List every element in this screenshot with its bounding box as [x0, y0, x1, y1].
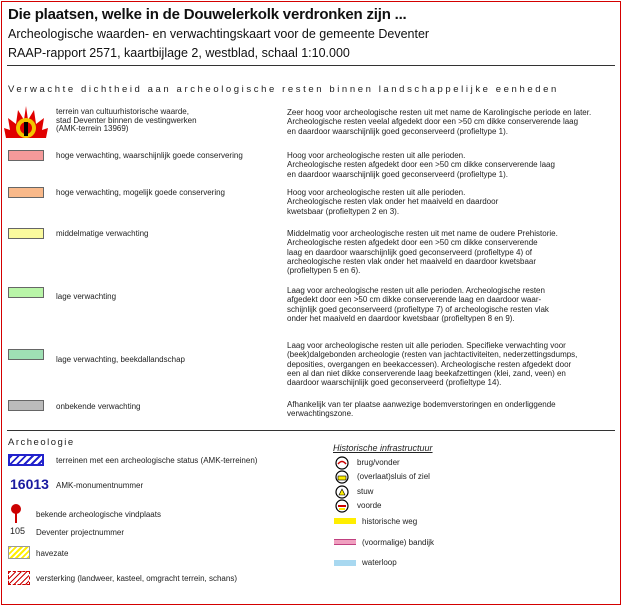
- page-subtitle: Archeologische waarden- en verwachtingskaart voor de gemeente Deventer: [8, 27, 430, 41]
- section-title: Verwachte dichtheid aan archeologische resten binnen landschappelijke eenheden: [8, 84, 559, 95]
- legend-label: historische weg: [362, 517, 418, 526]
- report-reference: RAAP-rapport 2571, kaartbijlage 2, westblad, schaal 1:10.000: [8, 46, 350, 60]
- legend-label: havezate: [36, 549, 69, 558]
- waterway-swatch: [334, 560, 356, 566]
- weir-icon: [335, 485, 349, 499]
- legend-label: bekende archeologische vindplaats: [36, 510, 161, 519]
- legend-label: terreinen met een archeologische status (AMK-terreinen): [56, 456, 258, 465]
- section-divider: [7, 430, 615, 431]
- historic-road-swatch: [334, 518, 356, 524]
- legend-label: voorde: [357, 501, 382, 510]
- city-crest-icon: [4, 104, 48, 138]
- ford-icon: [335, 499, 349, 513]
- versterking-swatch: [8, 571, 30, 585]
- row-label: lage verwachting, beekdallandschap: [56, 355, 185, 364]
- row-description: Hoog voor archeologische resten uit alle perioden. Archeologische resten vlak onder het maaiveld en daardoor kwetsbaar (profieltypen 2 en 3).: [287, 188, 499, 216]
- infra-title: Historische infrastructuur: [333, 443, 433, 453]
- dike-swatch: [334, 539, 356, 545]
- swatch-high-good: [8, 150, 44, 161]
- swatch-medium: [8, 228, 44, 239]
- archeologie-title: Archeologie: [8, 437, 75, 448]
- legend-label: (overlaat)sluis of ziel: [357, 472, 430, 481]
- havezate-swatch: [8, 546, 30, 559]
- row-description: Zeer hoog voor archeologische resten uit met name de Karolingische periode en later. Archeologische resten veelal afgedekt door een >50 cm dikke conserverende laag en daardoor waarschijnlijk goed geconserveerd (profieltype 1).: [287, 108, 592, 136]
- legend-label: AMK-monumentnummer: [56, 481, 144, 490]
- row-description: Laag voor archeologische resten uit alle perioden. Archeologische resten afgedekt door een >50 cm dikke conserverende laag en daardoor waar- schijnlijk goed geconserveerd (profieltype 7) of archeologische resten vlak onder het maaiveld en daardoor kwetsbaar (profieltypen 8 en 9).: [287, 286, 549, 323]
- row-description: Middelmatig voor archeologische resten uit met name de oudere Prehistorie. Archeologische resten afgedekt door een >50 cm dikke conserverende laag en daardoor waarschijnlijk goed geconserveerd (profieltype 4) of archeologische resten vlak onder het maaiveld en daardoor kwetsbaar (profieltypen 5 en 6).: [287, 229, 558, 276]
- row-label: lage verwachting: [56, 292, 117, 301]
- row-label: terrein van cultuurhistorische waarde, stad Deventer binnen de vestingwerken (AMK-terrein 13969): [56, 107, 197, 133]
- legend-label: stuw: [357, 487, 374, 496]
- row-description: Afhankelijk van ter plaatse aanwezige bodemverstoringen en onderliggende verwachtingszone.: [287, 400, 556, 419]
- swatch-unknown: [8, 400, 44, 411]
- project-number-sample: 105: [10, 526, 26, 536]
- legend-label: (voormalige) bandijk: [362, 538, 435, 547]
- amk-terrain-swatch: [8, 454, 44, 466]
- legend-label: versterking (landweer, kasteel, omgracht terrein, schans): [36, 574, 237, 583]
- row-label: hoge verwachting, waarschijnlijk goede conservering: [56, 151, 243, 160]
- row-label: middelmatige verwachting: [56, 229, 149, 238]
- legend-label: brug/vonder: [357, 458, 400, 467]
- find-spot-pin-icon: [10, 503, 22, 523]
- header-divider: [7, 65, 615, 66]
- bridge-icon: [335, 456, 349, 470]
- row-label: hoge verwachting, mogelijk goede conservering: [56, 188, 225, 197]
- legend-label: Deventer projectnummer: [36, 528, 125, 537]
- row-description: Hoog voor archeologische resten uit alle perioden. Archeologische resten afgedekt door een >50 cm dikke conserverende laag en daardoor waarschijnlijk goed geconserveerd (profieltype 1).: [287, 151, 555, 179]
- row-description: Laag voor archeologische resten uit alle perioden. Specifieke verwachting voor (beek)dalgebonden archeologie (resten van jachtactiviteiten, nederzettingsdumps, deposities, overgangen en beekaccessen). Archeologische resten afgedekt door een al dan niet dikke conserverende laag beekafzettingen (klei, zand, veen) en daardoor waarschijnlijk goed geconserveerd (profieltype 14).: [287, 341, 578, 388]
- legend-label: waterloop: [362, 558, 397, 567]
- amk-number-sample: 16013: [10, 476, 49, 492]
- row-label: onbekende verwachting: [56, 402, 141, 411]
- swatch-low: [8, 287, 44, 298]
- swatch-low-brook: [8, 349, 44, 360]
- swatch-high-possible: [8, 187, 44, 198]
- page-title: Die plaatsen, welke in de Douwelerkolk verdronken zijn ...: [8, 6, 407, 23]
- sluice-icon: [335, 470, 349, 484]
